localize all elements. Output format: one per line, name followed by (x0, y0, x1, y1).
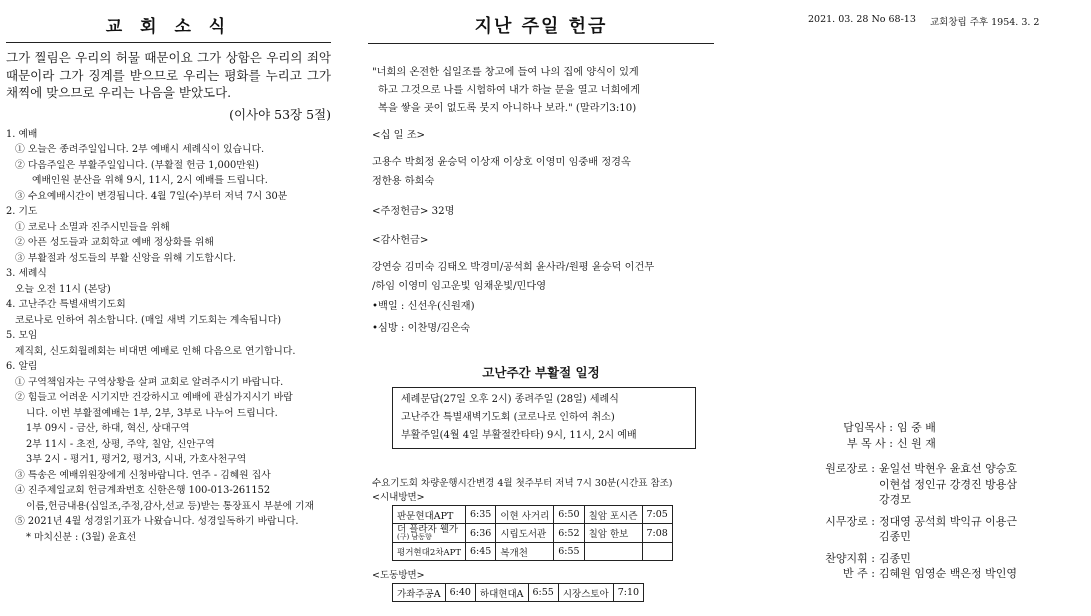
section-heading: 1. 예배 (6, 128, 38, 140)
quote-line: 하고 그것으로 나를 시험하여 내가 하늘 문을 열고 너희에게 (378, 85, 641, 96)
staff-names: 윤일선 박현우 윤효선 양승호 (879, 462, 1018, 475)
section-heading: 2. 기도 (6, 206, 38, 217)
verse-reference: (이사야 53장 5절) (229, 106, 331, 122)
list-item: 코로나로 인하여 취소합니다. (매일 새벽 기도회는 계속됩니다) (15, 314, 282, 326)
table-cell: 칠암 포시즌 (584, 506, 642, 524)
table-cell: 시립도서관 (496, 524, 554, 543)
baekil-offering: •백일 : 신선우(신원재) (372, 301, 475, 312)
table-cell: 6:52 (554, 524, 584, 543)
list-item: 3부 2시 - 평거1, 평거2, 평거3, 시내, 가호사천구역 (26, 454, 247, 465)
tithe-names: 정한용 하희숙 (372, 176, 435, 187)
thanks-label: <감사헌금> (372, 235, 429, 246)
staff-row (800, 492, 1091, 508)
weekly-offering: <주정헌금> 32명 (372, 206, 455, 217)
list-item: ② 다음주일은 부활주일입니다. (부활절 헌금 1,000만원) (15, 159, 259, 171)
list-item: ② 힘들고 어려운 시기지만 건강하시고 예배에 관심가지시기 바랍 (15, 392, 293, 403)
table-row (393, 506, 673, 524)
thanks-names: /하임 이영미 임고운빛 임채운빛/민다영 (372, 281, 547, 292)
staff-role: 부 목 사 : (846, 436, 893, 450)
section-heading: 5. 모임 (6, 330, 38, 341)
staff-row (800, 461, 1091, 477)
church-news-column (6, 0, 331, 545)
table-cell: 칠암 한보 (584, 524, 642, 543)
table-cell: 6:36 (466, 524, 496, 543)
staff-row (800, 529, 1091, 545)
staff-row (800, 420, 1091, 436)
section-heading: 4. 고난주간 특별새벽기도회 (6, 299, 126, 310)
staff-names: 김혜원 임영순 백은정 박인영 (879, 567, 1018, 580)
section-heading: 6. 알림 (6, 361, 38, 372)
staff-list (800, 420, 1091, 582)
simbang-offering: •심방 : 이찬명/김은숙 (372, 323, 471, 334)
schedule-line: 부활주일(4월 4일 부활절칸타타) 9시, 11시, 2시 예배 (401, 430, 637, 441)
table-cell: 6:35 (466, 506, 496, 524)
staff-row (800, 477, 1091, 493)
table-cell: 하대현대A (475, 584, 528, 602)
staff-role: 담임목사 : (843, 421, 893, 434)
church-established: 교회창립 주후 1954. 3. 2 (930, 17, 1040, 28)
list-item: ③ 특송은 예배위원장에게 신청바랍니다. 연주 - 김혜원 집사 (15, 469, 271, 481)
table-cell: 7:10 (613, 584, 643, 602)
table-cell: 평거현대2차APT (393, 543, 466, 561)
staff-names: 강경모 (879, 493, 911, 506)
staff-role: 찬양지휘 : (825, 551, 875, 565)
list-item: ① 코로나 소멸과 진주시민들을 위해 (15, 221, 170, 233)
list-item: ① 오늘은 종려주일입니다. 2부 예배시 세례식이 있습니다. (15, 144, 265, 155)
table-cell: 시장스토아 (558, 584, 613, 602)
list-item: 2부 11시 - 초전, 상평, 주약, 칠암, 신안구역 (26, 438, 215, 450)
bulletin-date: 2021. 03. 28 No 68-13 (808, 14, 916, 25)
table-cell: 6:40 (445, 584, 475, 602)
table-row (393, 543, 673, 561)
tithe-label: <십 일 조> (372, 130, 426, 141)
table-cell: 이현 사거리 (496, 506, 554, 524)
schedule-title: 고난주간 부활절 일정 (482, 365, 600, 380)
staff-row (800, 514, 1091, 530)
schedule-line: 세례문답(27일 오후 2시) 종려주일 (28일) 세례식 (401, 394, 619, 405)
city-route-table (392, 505, 673, 561)
offering-column (368, 0, 714, 602)
malachi-quote (368, 50, 714, 118)
schedule-line: 고난주간 특별새벽기도회 (코로나로 인하여 취소) (401, 412, 615, 423)
list-item: ③ 부활절과 성도들의 부활 신앙을 위해 기도합시다. (15, 252, 236, 264)
staff-names: 김종민 (879, 530, 911, 543)
table-cell: 6:55 (554, 543, 584, 561)
city-route-label: <시내방면> (372, 492, 425, 503)
car-schedule-notice: 수요기도회 차량운행시간변경 4월 첫주부터 저녁 7시 30분(시간표 참조) (372, 478, 673, 489)
table-cell (642, 543, 672, 561)
table-cell (393, 524, 466, 543)
list-item: 예배인원 분산을 위해 9시, 11시, 2시 예배를 드립니다. (32, 175, 268, 186)
table-row (393, 524, 673, 543)
staff-role: 반 주 : (843, 567, 875, 580)
table-cell: 7:08 (642, 524, 672, 543)
list-item: ④ 진주제일교회 헌금계좌번호 신한은행 100-013-261152 (15, 485, 271, 496)
list-item: ① 구역책임자는 구역상황을 살펴 교회로 알려주시기 바랍니다. (15, 376, 284, 388)
table-cell: 7:05 (642, 506, 672, 524)
list-item: 니다. 이번 부활절예배는 1부, 2부, 3부로 나누어 드립니다. (26, 407, 278, 419)
section-heading: 3. 세례식 (6, 268, 47, 279)
staff-names: 임 중 배 (897, 421, 936, 434)
table-cell: 6:50 (554, 506, 584, 524)
list-item: 오늘 오전 11시 (본당) (15, 283, 111, 295)
list-item: 이름,헌금내용(십일조,주정,감사,선교 등)받는 통장표시 부분에 기재 (26, 500, 315, 512)
table-cell: 6:55 (528, 584, 558, 602)
offering-title: 지난 주일 헌금 (368, 0, 714, 44)
table-cell: 6:45 (466, 543, 496, 561)
list-item: ② 아픈 성도들과 교회학교 예배 정상화를 위해 (15, 237, 214, 248)
list-item: ⑤ 2021년 4월 성경읽기표가 나왔습니다. 성경일독하기 바랍니다. (15, 516, 299, 527)
isaiah-verse: 그가 찔림은 우리의 허물 때문이요 그가 상함은 우리의 죄악 때문이라 그가 징계를 받으므로 우리는 평화를 누리고 그가 채찍에 맞으므로 우리는 나음을 받았도다. (6, 50, 331, 100)
list-item: 제직회, 신도회월례회는 비대면 예배로 인해 다음으로 연기합니다. (15, 345, 296, 357)
staff-role: 원로장로 : (825, 462, 875, 475)
staff-names: 이현섭 정인규 강경진 방용삼 (879, 477, 1018, 491)
dodong-route-label: <도동방면> (372, 570, 425, 581)
quote-line: "너희의 온전한 십일조를 창고에 들여 나의 집에 양식이 있게 (372, 67, 639, 78)
table-cell: 판문현대APT (393, 506, 466, 524)
list-item: ③ 수요예배시간이 변경됩니다. 4월 7일(수)부터 저녁 7시 30분 (15, 190, 288, 202)
staff-names: 김종민 (879, 551, 911, 565)
stop-name: 더 플라자 웰가 (397, 524, 459, 535)
staff-names: 신 원 재 (897, 436, 936, 450)
stop-sublabel: (구) 남동향 (397, 533, 432, 541)
list-item: * 마치신분 : (3월) 윤효선 (26, 531, 137, 543)
staff-role: 시무장로 : (825, 514, 875, 528)
tithe-names: 고용수 박희정 윤승덕 이상재 이상호 이영미 임중배 정경옥 (372, 157, 631, 168)
quote-line: 복을 쌓을 곳이 없도록 붓지 아니하나 보라." (말라기3:10) (378, 103, 637, 114)
table-row (393, 584, 644, 602)
table-cell: 복개천 (496, 543, 554, 561)
dodong-route-table (392, 583, 644, 602)
church-news-title: 교 회 소 식 (6, 0, 331, 43)
staff-row (800, 436, 1091, 452)
staff-names: 정대영 공석희 박익규 이용근 (879, 514, 1018, 528)
staff-row (800, 551, 1091, 567)
staff-row (800, 566, 1091, 582)
thanks-names: 강연승 김미숙 김태오 박경미/공석희 윤사라/원평 윤승덕 이건무 (372, 262, 655, 273)
table-cell (584, 543, 642, 561)
list-item: 1부 09시 - 금산, 하대, 혁신, 상대구역 (26, 423, 190, 434)
schedule-box (392, 387, 696, 449)
table-cell: 가좌주공A (393, 584, 446, 602)
